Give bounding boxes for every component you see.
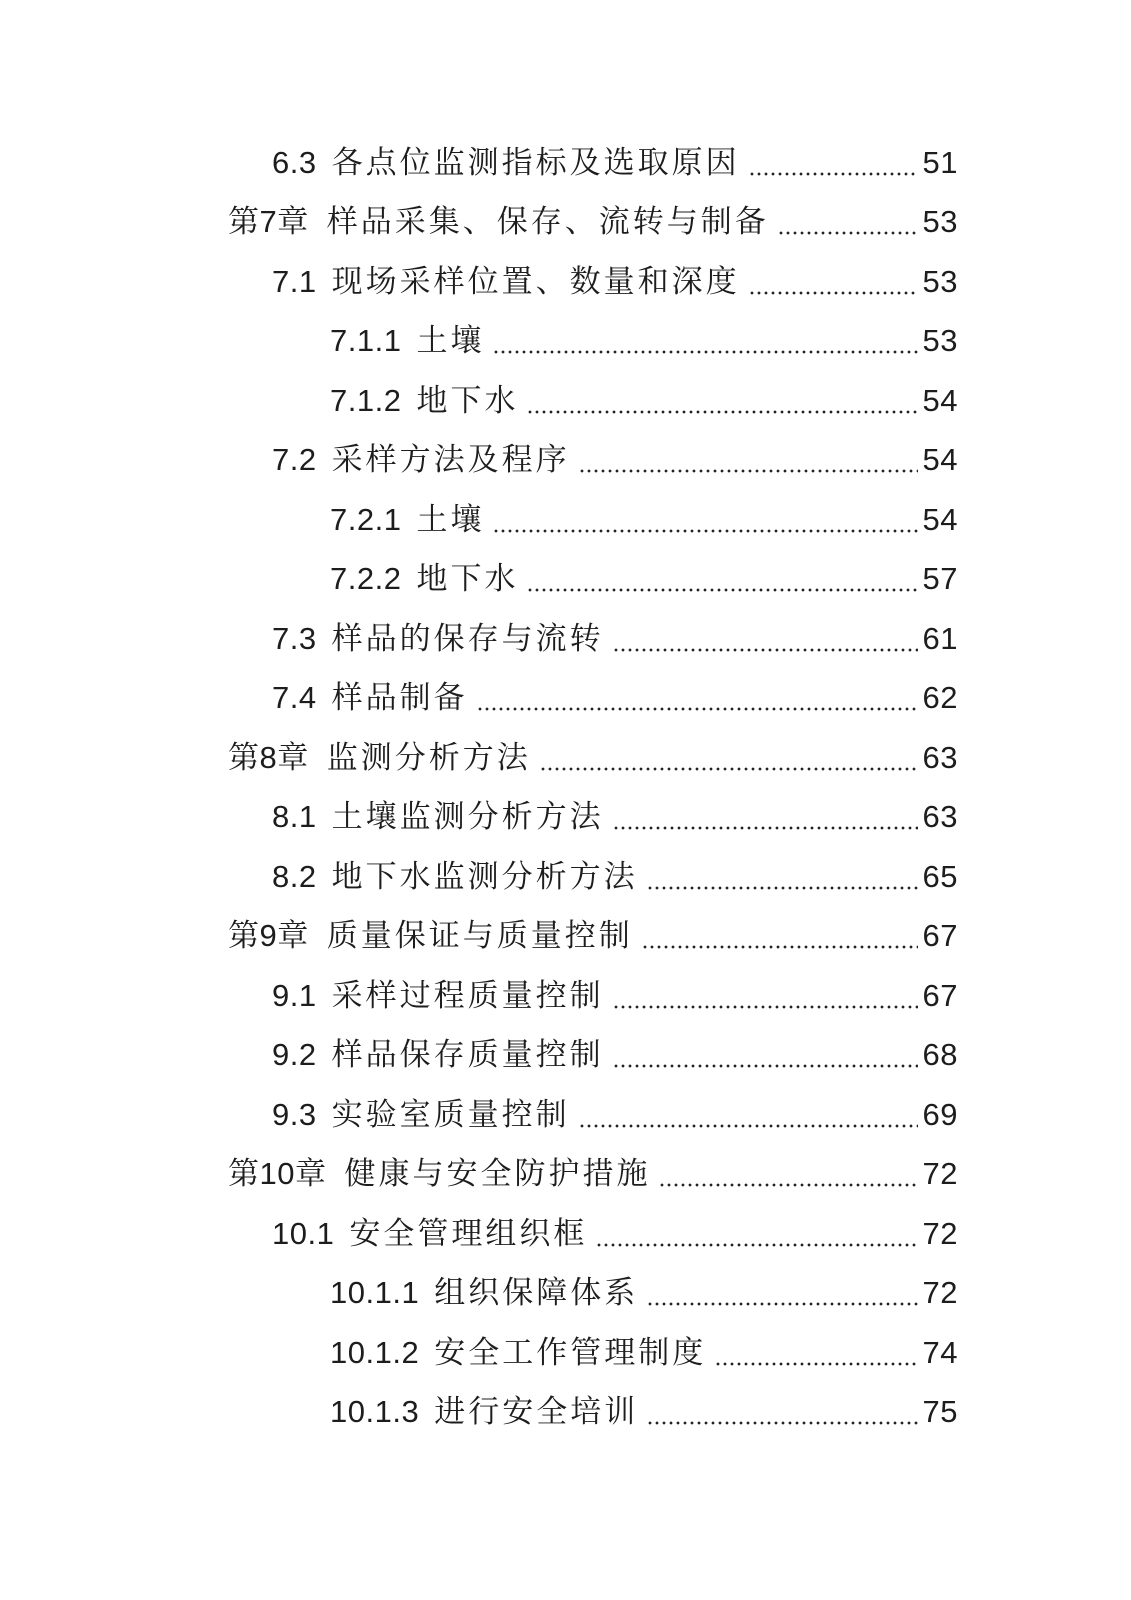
- toc-entry-number: 10.1.1: [330, 1275, 420, 1311]
- toc-entry-title: 样品的保存与流转: [331, 620, 604, 657]
- toc-entry-title: 采样过程质量控制: [331, 977, 604, 1014]
- toc-entry-page: 63: [922, 739, 958, 775]
- toc-entry[interactable]: [0, 1383, 1131, 1443]
- toc-entry-number: 6.3: [272, 144, 317, 180]
- toc-entry-title: 安全管理组织框: [349, 1215, 588, 1252]
- toc-entry-title: 样品保存质量控制: [331, 1037, 604, 1074]
- toc-entry[interactable]: [0, 550, 1131, 610]
- dot-leader: [528, 410, 917, 414]
- dot-leader: [494, 350, 917, 354]
- toc-entry-page: 62: [922, 680, 958, 716]
- dot-leader: [750, 172, 918, 176]
- toc-entry-number: 7.1.1: [330, 323, 402, 359]
- toc-entry[interactable]: [0, 609, 1131, 669]
- toc-entry-title: 安全工作管理制度: [434, 1334, 707, 1371]
- toc-entry-number: 7.1: [272, 263, 317, 299]
- toc-entry-page: 75: [922, 1394, 958, 1430]
- toc-entry[interactable]: [0, 966, 1131, 1026]
- toc-entry[interactable]: [0, 1145, 1131, 1205]
- toc-entry[interactable]: [0, 1264, 1131, 1324]
- toc-entry[interactable]: [0, 490, 1131, 550]
- toc-entry-title: 进行安全培训: [434, 1394, 639, 1431]
- toc-entry[interactable]: [0, 728, 1131, 788]
- toc-entry-page: 67: [922, 918, 958, 954]
- toc-entry-title: 监测分析方法: [326, 739, 531, 776]
- toc-entry[interactable]: [0, 669, 1131, 729]
- toc-entry[interactable]: [0, 847, 1131, 907]
- dot-leader: [779, 231, 918, 235]
- dot-leader: [494, 529, 917, 533]
- dot-leader: [614, 648, 918, 652]
- toc-entry-title: 样品采集、保存、流转与制备: [326, 204, 769, 241]
- toc-entry-page: 65: [922, 858, 958, 894]
- dot-leader: [614, 1064, 918, 1068]
- toc-entry-number: 10.1.3: [330, 1394, 420, 1430]
- toc-entry-page: 68: [922, 1037, 958, 1073]
- toc-entry-title: 组织保障体系: [434, 1275, 639, 1312]
- toc-entry[interactable]: [0, 252, 1131, 312]
- toc-entry[interactable]: [0, 133, 1131, 193]
- toc-entry-number: 7.2: [272, 442, 317, 478]
- toc-entry-title: 实验室质量控制: [331, 1096, 570, 1133]
- dot-leader: [648, 886, 918, 890]
- dot-leader: [580, 469, 918, 473]
- toc-entry[interactable]: [0, 1026, 1131, 1086]
- toc-entry-number: 7.1.2: [330, 382, 402, 418]
- toc-entry-title: 采样方法及程序: [331, 442, 570, 479]
- toc-entry[interactable]: [0, 371, 1131, 431]
- dot-leader: [541, 767, 918, 771]
- toc-entry-number: 第10章: [228, 1156, 327, 1192]
- dot-leader: [597, 1243, 917, 1247]
- toc-entry[interactable]: [0, 1323, 1131, 1383]
- toc-entry-page: 69: [922, 1096, 958, 1132]
- toc-entry-page: 61: [922, 620, 958, 656]
- toc-entry-number: 8.2: [272, 858, 317, 894]
- toc-entry-title: 土壤监测分析方法: [331, 799, 604, 836]
- toc-entry-number: 10.1.2: [330, 1334, 420, 1370]
- toc-entry-page: 72: [922, 1215, 958, 1251]
- toc-entry[interactable]: [0, 1085, 1131, 1145]
- toc-entry-page: 54: [922, 501, 958, 537]
- dot-leader: [750, 291, 918, 295]
- dot-leader: [478, 707, 918, 711]
- toc-entry-title: 地下水: [416, 382, 519, 419]
- toc-entry-page: 53: [922, 323, 958, 359]
- toc-entry-page: 54: [922, 442, 958, 478]
- toc-entry-title: 健康与安全防护措施: [344, 1156, 651, 1193]
- toc-entry-page: 63: [922, 799, 958, 835]
- toc-entry-title: 土壤: [416, 323, 485, 360]
- toc-entry-number: 第7章: [228, 204, 309, 240]
- toc-entry-number: 第9章: [228, 918, 309, 954]
- toc-entry-title: 样品制备: [331, 680, 468, 717]
- dot-leader: [528, 588, 917, 592]
- toc-entry-number: 9.3: [272, 1096, 317, 1132]
- dot-leader: [648, 1421, 917, 1425]
- toc-entry[interactable]: [0, 312, 1131, 372]
- toc-entry-title: 现场采样位置、数量和深度: [331, 263, 740, 300]
- toc-entry-page: 72: [922, 1156, 958, 1192]
- toc-entry-number: 9.1: [272, 977, 317, 1013]
- toc-entry-number: 7.3: [272, 620, 317, 656]
- dot-leader: [580, 1124, 918, 1128]
- toc-entry-page: 53: [922, 204, 958, 240]
- dot-leader: [614, 1005, 918, 1009]
- toc-entry-page: 74: [922, 1334, 958, 1370]
- toc-entry-page: 54: [922, 382, 958, 418]
- dot-leader: [660, 1183, 917, 1187]
- toc-entry-number: 7.4: [272, 680, 317, 716]
- toc-entry[interactable]: [0, 193, 1131, 253]
- toc-entry[interactable]: [0, 431, 1131, 491]
- toc-entry-title: 土壤: [416, 501, 485, 538]
- toc-entry-title: 地下水: [416, 561, 519, 598]
- toc-entry-number: 10.1: [272, 1215, 335, 1251]
- toc-entry-number: 第8章: [228, 739, 309, 775]
- toc-entry-number: 8.1: [272, 799, 317, 835]
- toc-entry[interactable]: [0, 1204, 1131, 1264]
- toc-entry-title: 质量保证与质量控制: [326, 918, 633, 955]
- toc-entry-title: 各点位监测指标及选取原因: [331, 144, 740, 181]
- toc-entry-page: 67: [922, 977, 958, 1013]
- toc-entry-number: 7.2.2: [330, 561, 402, 597]
- dot-leader: [643, 945, 918, 949]
- dot-leader: [614, 826, 918, 830]
- toc-entry-number: 9.2: [272, 1037, 317, 1073]
- toc-entry-page: 57: [922, 561, 958, 597]
- toc-entry[interactable]: [0, 788, 1131, 848]
- toc-entry-page: 72: [922, 1275, 958, 1311]
- toc-entry-number: 7.2.1: [330, 501, 402, 537]
- toc-entry-page: 53: [922, 263, 958, 299]
- toc-entry-page: 51: [922, 144, 958, 180]
- toc-entry-title: 地下水监测分析方法: [331, 858, 638, 895]
- toc-entry[interactable]: [0, 907, 1131, 967]
- dot-leader: [648, 1302, 917, 1306]
- dot-leader: [716, 1362, 917, 1366]
